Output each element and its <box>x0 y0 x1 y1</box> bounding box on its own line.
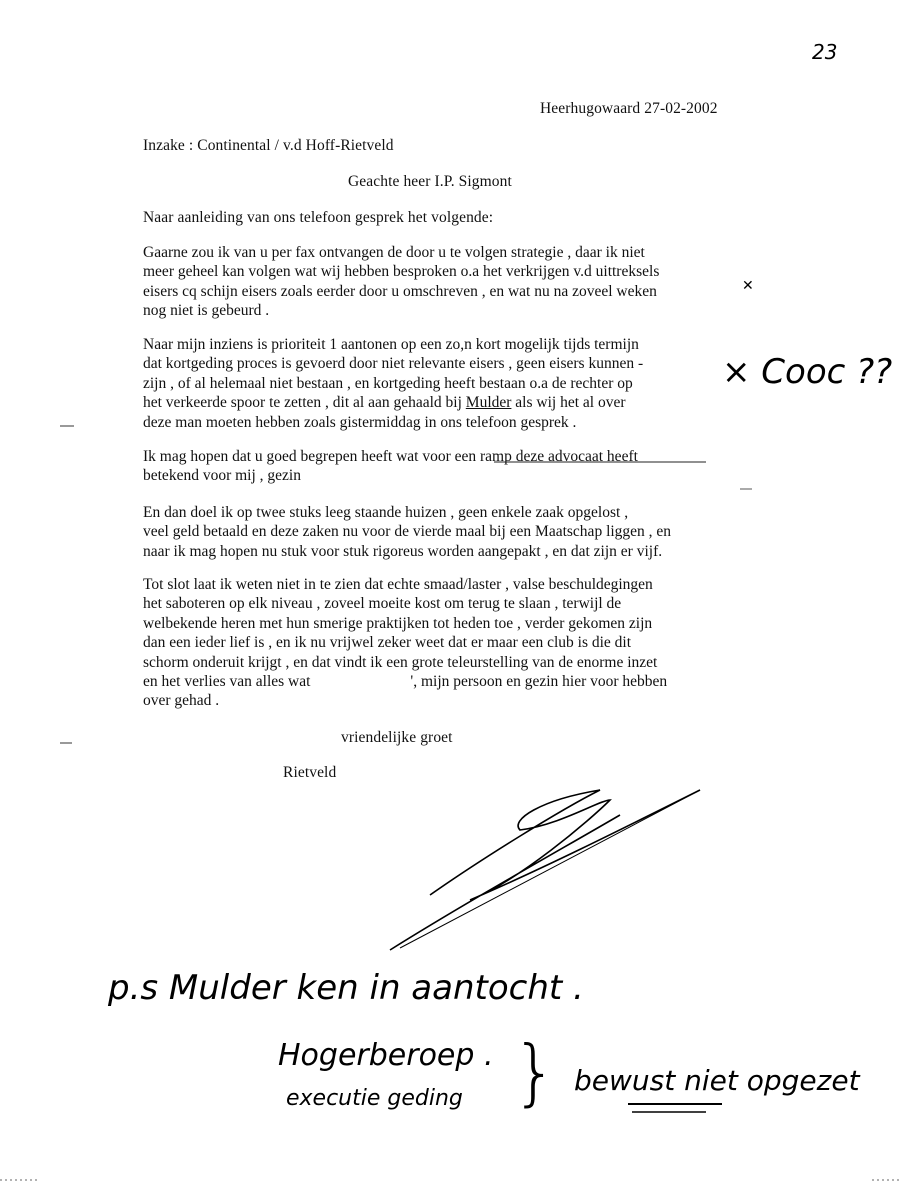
text-line: deze man moeten hebben zoals gistermiddag in ons telefoon gesprek . <box>143 413 577 431</box>
text-line: eisers cq schijn eisers zoals eerder door u omschreven , en wat nu na zoveel weken <box>143 282 657 300</box>
text-line: het verkeerde spoor te zetten , dit al aan gehaald bij Mulder als wij het al over <box>143 394 626 412</box>
margin-x-mark: ✕ <box>742 278 754 294</box>
text-line: Gaarne zou ik van u per fax ontvangen de door u te volgen strategie , daar ik niet <box>143 244 645 261</box>
salutation: Geachte heer I.P. Sigmont <box>348 173 512 190</box>
closing: vriendelijke groet <box>341 729 453 746</box>
text-line: het saboteren op elk niveau , zoveel moeite kost om terug te slaan , terwijl de <box>143 595 622 613</box>
text-line: en het verlies van alles wat ', mijn persoon en gezin hier voor hebben <box>143 673 668 691</box>
text-line: nog niet is gebeurd . <box>143 302 270 320</box>
signature-stroke <box>400 790 700 948</box>
place-date: Heerhugowaard 27-02-2002 <box>540 100 718 117</box>
text-line: dat kortgeding proces is gevoerd door niet relevante eisers , geen eisers kunnen - <box>143 355 644 373</box>
text-line: Tot slot laat ik weten niet in te zien dat echte smaad/laster , valse beschuldegingen <box>143 576 653 593</box>
text-line: betekend voor mij , gezin <box>143 467 301 485</box>
text-line: over gehad . <box>143 692 220 710</box>
text-line: veel geld betaald en deze zaken nu voor de vierde maal bij een Maatschap liggen , en <box>143 523 672 541</box>
handwritten-note-b: executie geding <box>286 1086 463 1111</box>
text-line: Naar mijn inziens is prioriteit 1 aantonen op een zo,n kort mogelijk tijds termijn <box>143 336 639 353</box>
handwritten-note-a: Hogerberoep . <box>278 1038 494 1073</box>
text-line: schorm onderuit krijgt , en dat vindt ik een grote teleurstelling van de enorme inzet <box>143 653 658 671</box>
text-line: meer geheel kan volgen wat wij hebben besproken o.a het verkrijgen v.d uittreksels <box>143 263 660 281</box>
underlined-name: Mulder <box>465 394 512 412</box>
signature-name: Rietveld <box>283 764 337 781</box>
page-number: 23 <box>812 40 838 64</box>
text-line: zijn , of al helemaal niet bestaan , en kortgeding heeft bestaan o.a de rechter op <box>143 374 633 392</box>
text-line: welbekende heren met hun smerige praktijken tot heden toe , verder gekomen zijn <box>143 614 653 632</box>
handwritten-note-right: bewust niet opgezet <box>574 1064 860 1097</box>
margin-side-note: × Cooc ?? <box>722 352 893 392</box>
handwritten-ps: p.s Mulder ken in aantocht . <box>108 968 584 1008</box>
text-line: Ik mag hopen dat u goed begrepen heeft wat voor een ramp deze advocaat heeft <box>143 448 638 465</box>
text-line: naar ik mag hopen nu stuk voor stuk rigoreus worden aangepakt , en dat zijn er vijf. <box>143 542 663 560</box>
intro-line: Naar aanleiding van ons telefoon gesprek het volgende: <box>143 209 494 226</box>
handwritten-brace: } <box>512 1030 558 1114</box>
text-line: En dan doel ik op twee stuks leeg staande huizen , geen enkele zaak opgelost , <box>143 504 629 521</box>
text-line: dan een ieder lief is , en ik nu vrijwel zeker weet dat er maar een club is die dit <box>143 634 632 652</box>
subject-line: Inzake : Continental / v.d Hoff-Rietveld <box>143 137 394 154</box>
